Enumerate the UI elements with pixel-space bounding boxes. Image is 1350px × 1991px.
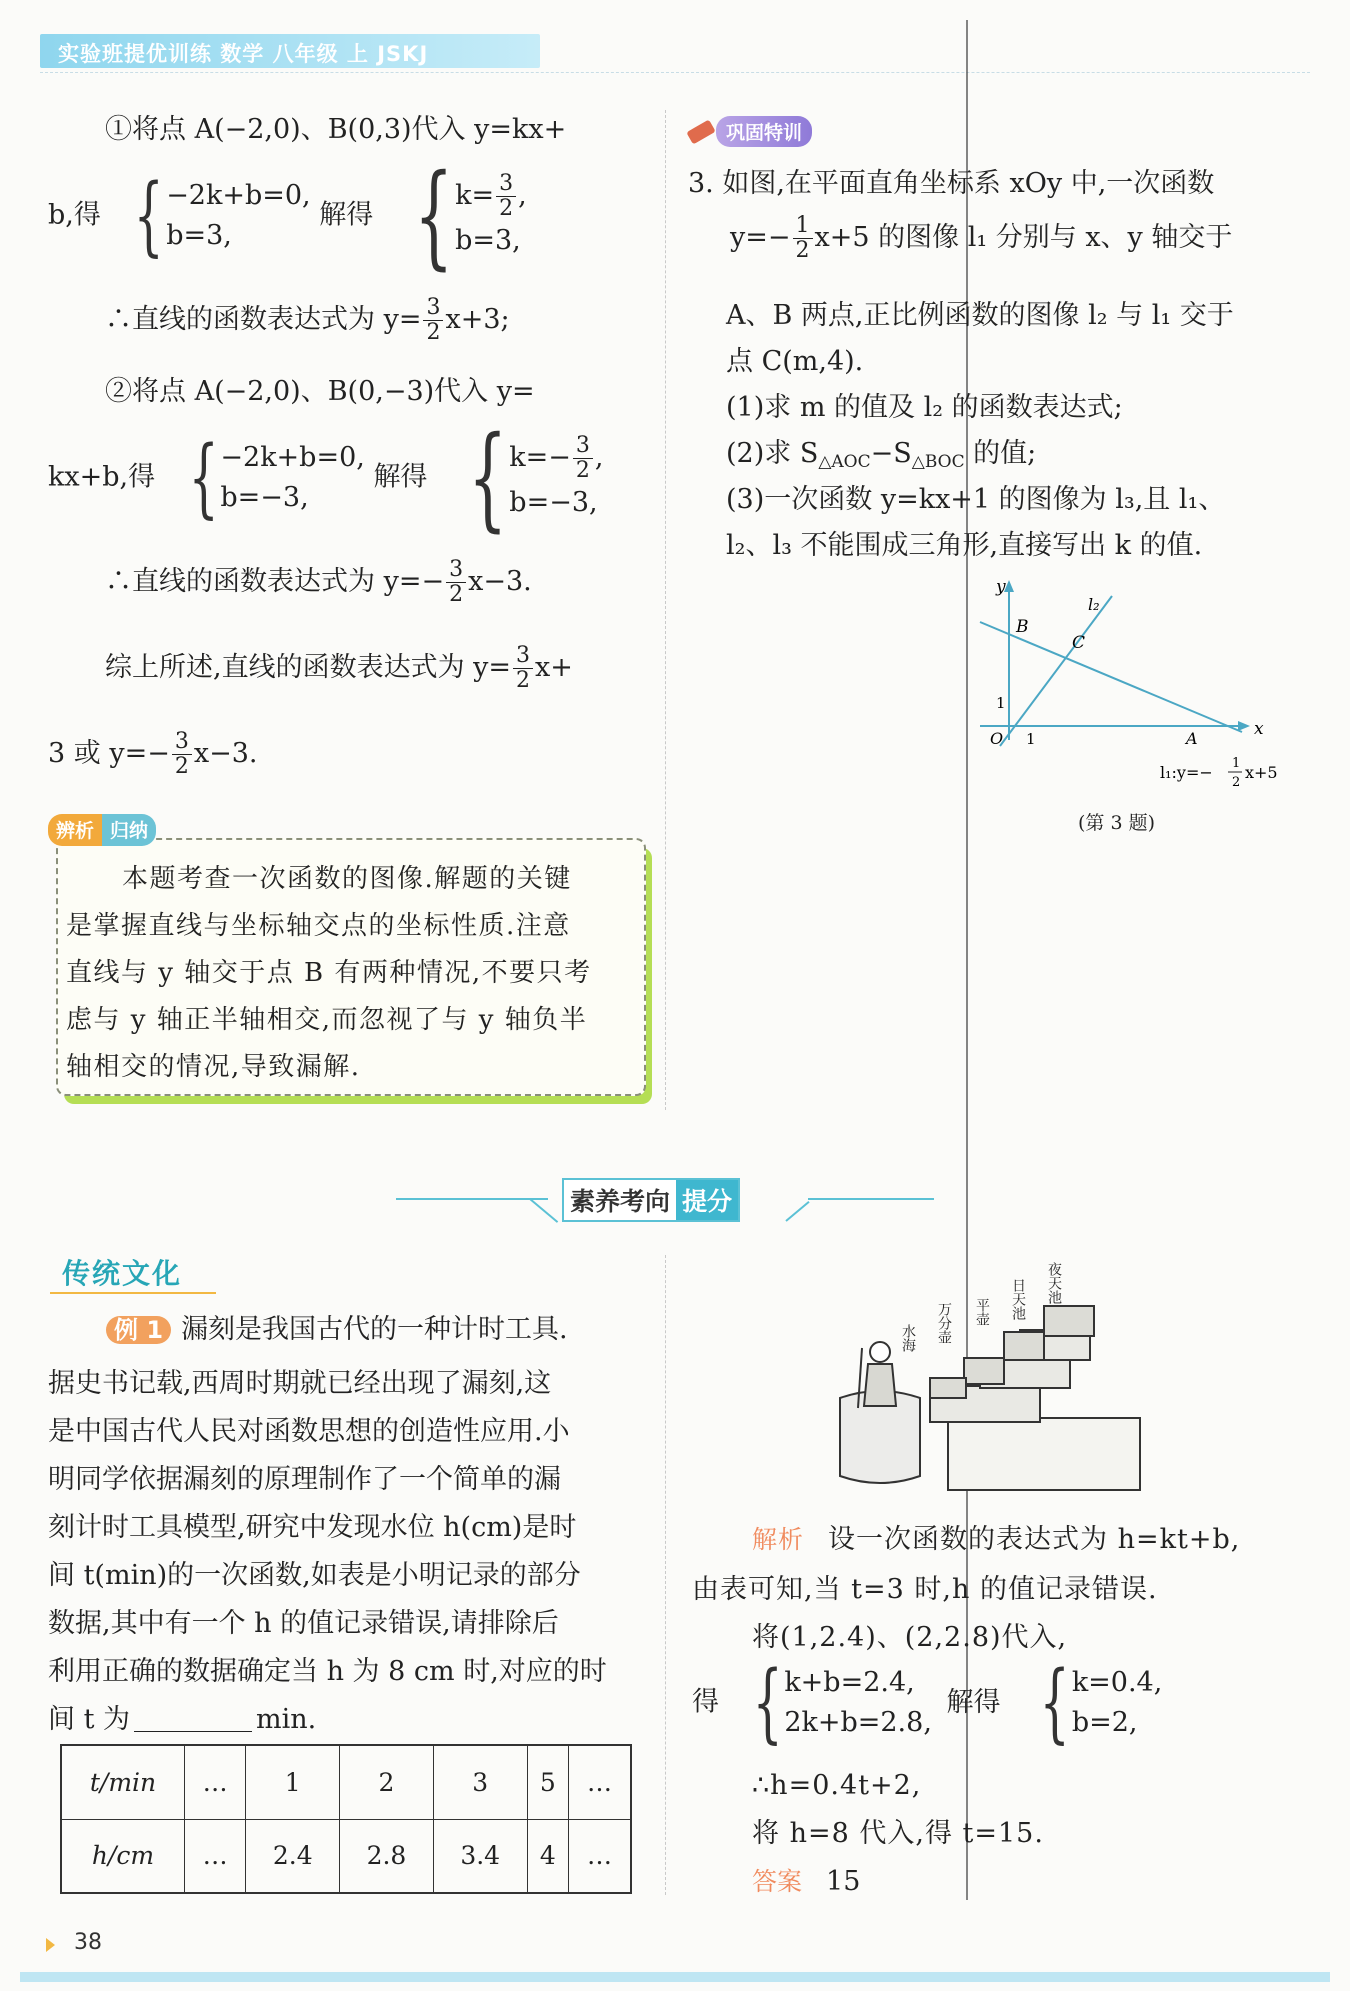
vessel-3 (1004, 1332, 1044, 1360)
data-table (60, 1744, 632, 1894)
text: b,得 (48, 199, 101, 231)
subscript: △BOC (911, 452, 965, 472)
t: 3 或 y=− (48, 738, 170, 769)
pen-icon (686, 119, 716, 144)
denominator: 2 (575, 457, 590, 483)
example-line: 是中国古代人民对函数思想的创造性应用.小 (48, 1416, 570, 1447)
label-C: C (1072, 633, 1086, 653)
label-O: O (990, 729, 1004, 748)
example-line: 数据,其中有一个 h 的值记录错误,请排除后 (48, 1608, 559, 1639)
table-cell: … (185, 1745, 246, 1819)
numerator: 3 (172, 730, 192, 755)
label-flat-pot: 平壶 (974, 1298, 990, 1326)
numerator: 3 (513, 644, 533, 669)
label-y: y (996, 577, 1006, 597)
eq (509, 434, 603, 483)
q3-line-2 (730, 214, 1232, 263)
t: ∴直线的函数表达式为 y=− (105, 566, 445, 597)
denominator: 2 (426, 320, 441, 345)
q3-line-6 (726, 436, 1036, 480)
t: −S (870, 438, 912, 469)
q3-figure-caption: (第 3 题) (1078, 812, 1155, 834)
practice-tag (688, 116, 812, 147)
t: kx+b,得 (48, 461, 156, 493)
q3-line-4: 点 C(m,4). (726, 346, 864, 377)
answer-value: 15 (826, 1866, 861, 1897)
solution2-line-1 (752, 1522, 1240, 1558)
analysis-tag (48, 814, 156, 846)
label-night-pool: 夜天池 (1046, 1262, 1062, 1304)
vessel-1 (930, 1378, 966, 1398)
section-banner (562, 1178, 740, 1222)
numerator: 3 (423, 296, 443, 321)
fraction (446, 558, 466, 607)
example-line: 明同学依据漏刻的原理制作了一个简单的漏 (48, 1464, 561, 1495)
solution-line-7 (105, 644, 573, 693)
footer-bar (20, 1972, 1330, 1982)
traditional-heading: 传统文化 (62, 1257, 183, 1290)
t: 间 t 为 (48, 1704, 131, 1735)
t: x+ (535, 652, 573, 683)
solution-line-4: ②将点 A(−2,0)、B(0,−3)代入 y= (105, 376, 535, 407)
eq (455, 172, 527, 221)
analysis-tag-2: 归纳 (102, 814, 156, 846)
solution2-answer (752, 1864, 860, 1900)
solution2-line-5: ∴h=0.4t+2, (752, 1770, 922, 1801)
eq: −2k+b=0, (166, 180, 311, 211)
footer-marker (46, 1938, 55, 1952)
solution2-tag: 解析 (752, 1525, 805, 1554)
t: 漏刻是我国古代的一种计时工具. (181, 1314, 568, 1345)
eq: b=3, (455, 224, 521, 256)
table-cell: … (185, 1819, 246, 1893)
t: 解得 (373, 461, 428, 493)
label-l1-post: x+5 (1245, 763, 1278, 782)
numerator: 3 (446, 558, 466, 583)
solution2-system: { k+b=2.4, 2k+b=2.8, (752, 1653, 932, 1753)
table-cell: 2.8 (340, 1819, 434, 1893)
t: x+3; (445, 304, 510, 335)
answer-tag: 答案 (752, 1867, 803, 1896)
t: x+5 的图像 l₁ 分别与 x、y 轴交于 (814, 222, 1233, 253)
fraction (172, 730, 192, 779)
label-x: x (1254, 719, 1264, 739)
t: 解得 (946, 1686, 1001, 1718)
water-clock-illustration (830, 1248, 1150, 1498)
example-tag: 例 1 (106, 1316, 171, 1344)
traditional-heading-underline (50, 1292, 216, 1294)
eq: 2k+b=2.8, (784, 1707, 932, 1738)
solution-line-3 (105, 296, 510, 345)
solution2-line-2: 由表可知,当 t=3 时,h 的值记录错误. (692, 1574, 1158, 1605)
table-cell: 3.4 (433, 1819, 527, 1893)
solution-line-5 (48, 413, 604, 543)
subscript: △AOC (818, 452, 871, 472)
solution-line-2 (48, 151, 527, 281)
q3-line-3: A、B 两点,正比例函数的图像 l₂ 与 l₁ 交于 (726, 300, 1234, 331)
t: 设一次函数的表达式为 h=kt+b, (828, 1524, 1241, 1555)
solution2-result: { k=0.4, b=2, (1039, 1653, 1163, 1753)
label-water-sea: 水海 (900, 1324, 916, 1352)
solution2-line-3: 将(1,2.4)、(2,2.8)代入, (752, 1622, 1068, 1653)
example-line-1 (106, 1312, 568, 1348)
header-rule (40, 72, 1310, 73)
solution-system-1: { k= $\frac{3}{2}$ , b=3, (413, 151, 527, 281)
page-number: 38 (74, 1930, 102, 1955)
vessel-2 (964, 1358, 1004, 1384)
example-line (48, 1696, 607, 1744)
fraction (793, 214, 813, 263)
equation-system-2: { −2k+b=0, b=−3, (188, 428, 365, 528)
fraction (573, 434, 593, 483)
practice-tag-label: 巩固特训 (716, 116, 812, 147)
banner-left-rule (396, 1198, 548, 1200)
example-line: 利用正确的数据确定当 h 为 8 cm 时,对应的时 (48, 1656, 607, 1687)
numerator: 1 (793, 214, 813, 239)
analysis-text (66, 856, 646, 1091)
numerator: 3 (496, 172, 516, 197)
solution-line-8 (48, 730, 257, 779)
table-cell: 4 (527, 1819, 568, 1893)
equation-system-1: { −2k+b=0, b=3, (134, 166, 311, 266)
eq: k+b=2.4, (784, 1667, 915, 1698)
analysis-line: 虑与 y 轴正半轴相交,而忽视了与 y 轴负半 (66, 1005, 588, 1035)
banner-left-slash (529, 1198, 558, 1223)
table-cell: 5 (527, 1745, 568, 1819)
example-line: 间 t(min)的一次函数,如表是小明记录的部分 (48, 1560, 581, 1591)
t: , (518, 179, 527, 211)
banner-right-rule (808, 1198, 934, 1200)
t: l₁:y=− (1160, 763, 1213, 782)
label-day-pool: 日天池 (1010, 1278, 1026, 1320)
label-l1-den: 2 (1232, 775, 1241, 790)
q3-figure (960, 570, 1300, 810)
answer-blank (134, 1701, 252, 1732)
q3-line-8: l₂、l₃ 不能围成三角形,直接写出 k 的值. (726, 530, 1203, 561)
table-cell: 2.4 (246, 1819, 340, 1893)
table-cell: h/cm (61, 1819, 185, 1893)
table-cell: 1 (246, 1745, 340, 1819)
denominator: 2 (499, 195, 514, 221)
label-B: B (1016, 617, 1029, 637)
t: 的值; (964, 438, 1037, 469)
label-l2: l₂ (1088, 595, 1100, 614)
table-cell: … (569, 1745, 632, 1819)
base-platform (948, 1418, 1140, 1490)
label-wanfen-pot: 万分壶 (936, 1302, 952, 1344)
numerator: 3 (573, 434, 593, 459)
x-axis-arrow (1238, 721, 1250, 731)
banner-main: 素养考向 (564, 1180, 676, 1220)
t: (2)求 S (726, 438, 819, 469)
label-one-x: 1 (1026, 730, 1036, 748)
text: 解得 (319, 199, 374, 231)
vessel-4 (1044, 1306, 1094, 1336)
line-l1 (980, 622, 1242, 732)
eq: b=−3, (220, 482, 309, 513)
banner-highlight: 提分 (676, 1180, 738, 1220)
fraction (513, 644, 533, 693)
analysis-line: 直线与 y 轴交于点 B 有两种情况,不要只考 (66, 958, 592, 988)
solution2-line-6: 将 h=8 代入,得 t=15. (752, 1818, 1044, 1849)
fraction (496, 172, 516, 221)
t: , (594, 441, 604, 473)
q3-line-1: 3. 如图,在平面直角坐标系 xOy 中,一次函数 (688, 168, 1215, 199)
t: 得 (692, 1686, 719, 1718)
analysis-line: 轴相交的情况,导致漏解. (66, 1052, 361, 1082)
table-cell: 3 (433, 1745, 527, 1819)
solution2-line-4 (692, 1653, 1163, 1753)
example-line: 刻计时工具模型,研究中发现水位 h(cm)是时 (48, 1512, 577, 1543)
analysis-line: 本题考查一次函数的图像.解题的关键 (122, 864, 572, 894)
figure-body (864, 1364, 896, 1406)
t: ∴直线的函数表达式为 y= (105, 304, 422, 335)
t: 综上所述,直线的函数表达式为 y= (105, 652, 512, 683)
eq: b=3, (166, 220, 232, 251)
t: k= (455, 179, 495, 211)
denominator: 2 (516, 668, 531, 693)
table-row (61, 1745, 631, 1819)
table-cell: 2 (340, 1745, 434, 1819)
example-line: 据史书记载,西周时期就已经出现了漏刻,这 (48, 1368, 552, 1399)
eq: −2k+b=0, (220, 442, 365, 473)
eq: b=2, (1071, 1707, 1138, 1738)
t: x−3. (193, 738, 258, 769)
q3-line-5: (1)求 m 的值及 l₂ 的函数表达式; (726, 392, 1123, 423)
table-row (61, 1819, 631, 1893)
header-title: 实验班提优训练 数学 八年级 上 JSKJ (58, 42, 429, 66)
illustration-drawing (840, 1306, 1140, 1490)
t: x−3. (468, 566, 532, 597)
column-divider-lower (665, 1255, 666, 1895)
label-l1-eq (1160, 763, 1213, 782)
table-cell: t/min (61, 1745, 185, 1819)
label-l1-num: 1 (1232, 756, 1241, 771)
solution-line-6 (105, 558, 532, 607)
solution-system-2: { k=− $\frac{3}{2}$ , b=−3, (468, 413, 604, 543)
banner-right-slash (785, 1201, 809, 1222)
t: min. (256, 1704, 317, 1735)
eq: k=0.4, (1071, 1667, 1163, 1698)
label-one-y: 1 (996, 694, 1006, 712)
denominator: 2 (449, 582, 464, 607)
column-divider (665, 110, 666, 1110)
fraction (423, 296, 443, 345)
q3-line-7: (3)一次函数 y=kx+1 的图像为 l₃,且 l₁、 (726, 484, 1226, 515)
denominator: 2 (795, 238, 810, 263)
table-cell: … (569, 1819, 632, 1893)
analysis-tag-1: 辨析 (48, 814, 102, 846)
figure-head (870, 1342, 890, 1362)
t: y=− (730, 222, 791, 253)
eq: b=−3, (509, 486, 598, 518)
analysis-line: 是掌握直线与坐标轴交点的坐标性质.注意 (66, 911, 571, 941)
example-body (48, 1360, 607, 1744)
solution-line-1: ①将点 A(−2,0)、B(0,3)代入 y=kx+ (105, 114, 567, 145)
label-A: A (1186, 729, 1198, 748)
t: k=− (509, 441, 571, 473)
denominator: 2 (174, 754, 189, 779)
